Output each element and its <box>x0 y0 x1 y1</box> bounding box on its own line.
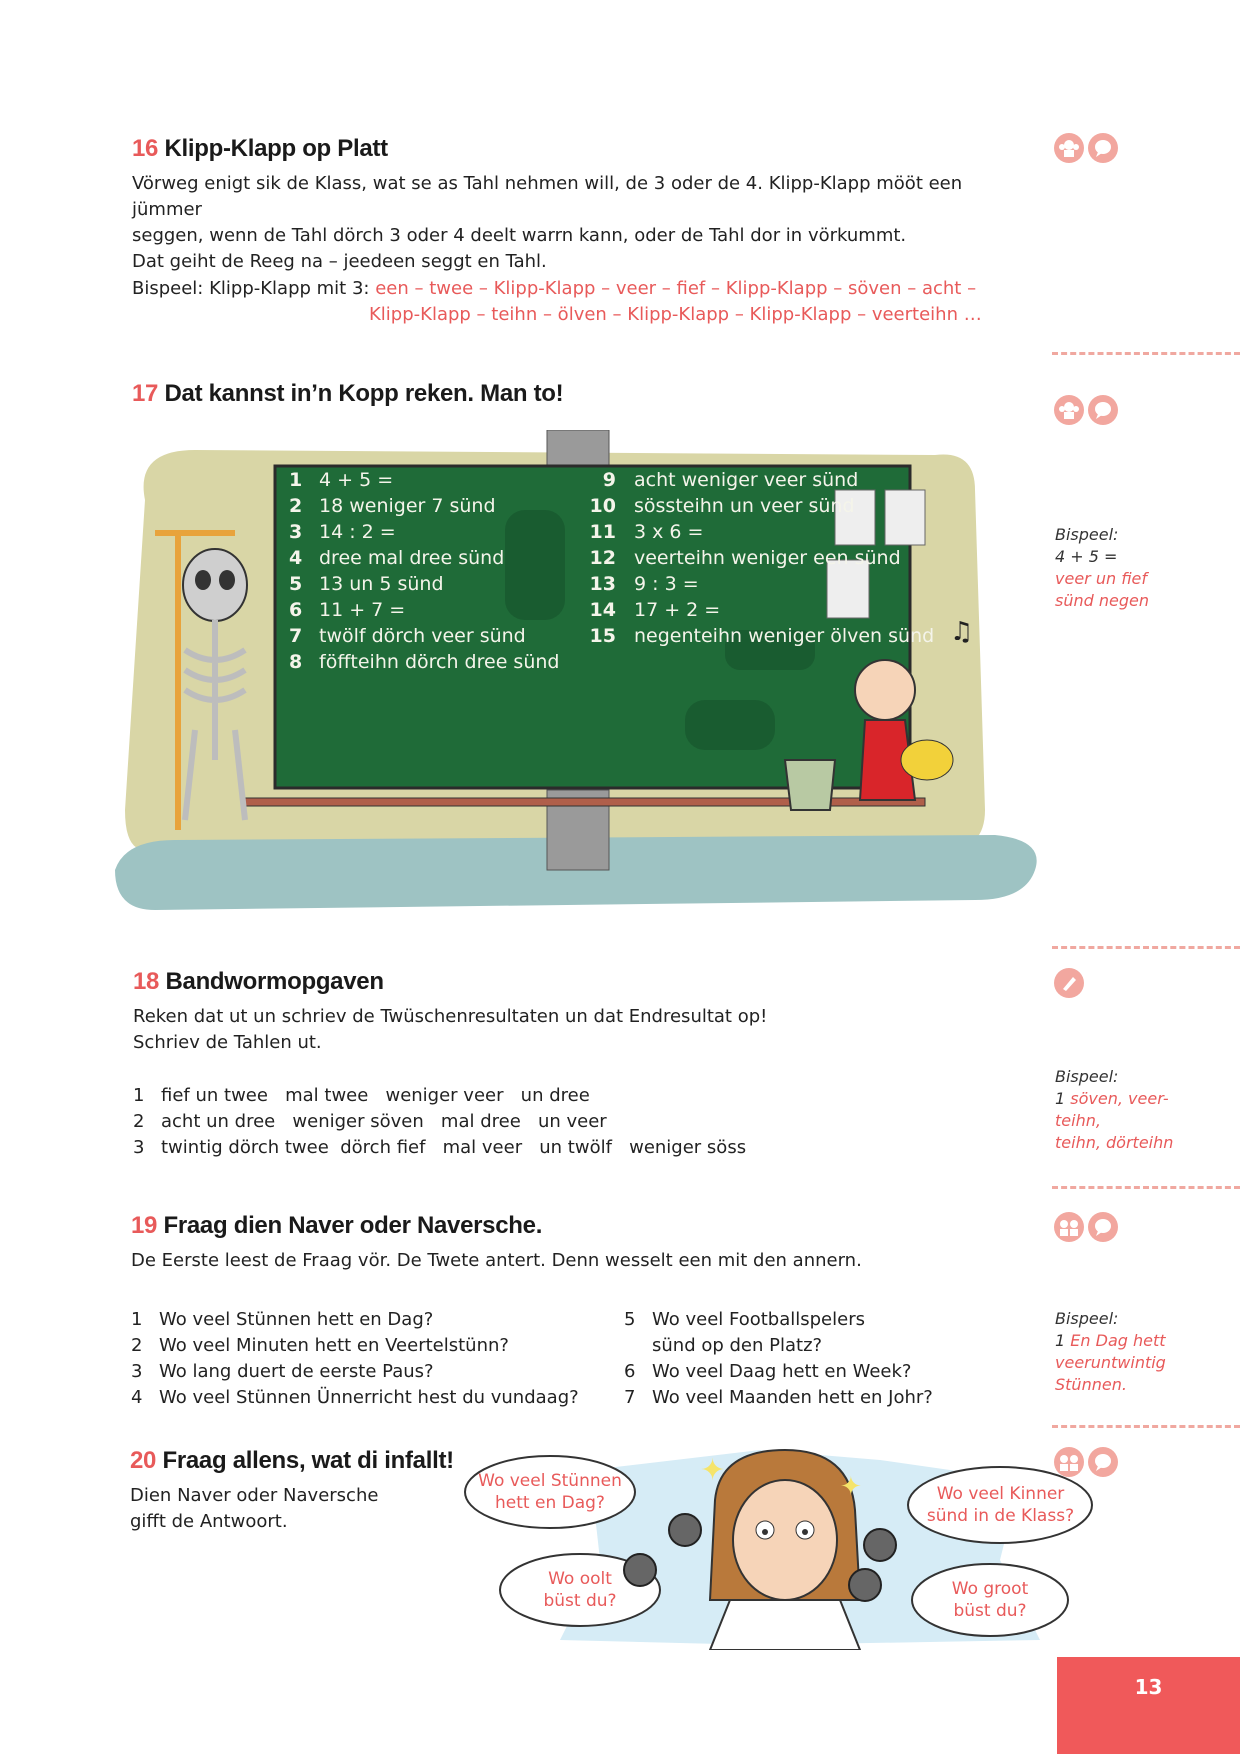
ex16-example-label: Bispeel: Klipp-Klapp mit 3: <box>132 278 370 299</box>
ex19-left-list <box>131 1307 579 1411</box>
ex18-line: Reken dat ut un schriev de Twüschenresultaten un dat Endresultat op! <box>133 1006 768 1027</box>
speech-icon <box>1088 133 1118 163</box>
smudge <box>685 700 775 750</box>
list-item: 5 Wo veel Footballspelers <box>624 1309 865 1330</box>
girl-face <box>733 1480 837 1600</box>
music-note-icon: ♫ <box>950 617 974 647</box>
ex16-paragraph <box>132 171 1032 275</box>
list-item: 3 twintig dörch twee dörch fief mal veer un twölf weniger söss <box>133 1137 747 1158</box>
sparkle-icon: ✦ <box>840 1472 862 1502</box>
ex16-example-line1: een – twee – Klipp-Klapp – veer – fief – Klipp-Klapp – söven – acht – <box>375 278 977 299</box>
list-item: 2 Wo veel Minuten hett en Veertelstünn? <box>131 1335 509 1356</box>
list-item: 1 fief un twee mal twee weniger veer un dree <box>133 1085 590 1106</box>
ex19-title: Fraag dien Naver oder Naversche. <box>163 1212 543 1239</box>
board-stand-top <box>547 430 609 470</box>
ex17-title: Dat kannst in’n Kopp reken. Man to! <box>164 380 564 407</box>
ex16-line: Dat geiht de Reeg na – jeedeen seggt en Tahl. <box>132 251 547 272</box>
side-label: Bispeel: <box>1055 525 1119 544</box>
board-item: 3 14 : 2 = <box>289 521 396 543</box>
bucket <box>785 760 835 810</box>
list-item: 2 acht un dree weniger söven mal dree un veer <box>133 1111 607 1132</box>
ex18-heading <box>133 968 384 996</box>
ex18-side-example <box>1055 1066 1173 1154</box>
speech-icon <box>1088 395 1118 425</box>
ex16-icons <box>1054 133 1118 163</box>
speech-icon <box>1088 1212 1118 1242</box>
ex19-icons <box>1054 1212 1118 1242</box>
ex18-number: 18 <box>133 968 160 995</box>
side-line: teihn, <box>1055 1111 1101 1130</box>
group-icon <box>1054 395 1084 425</box>
divider <box>1052 352 1240 355</box>
side-line: sünd negen <box>1055 591 1149 610</box>
side-line: 1 söven, veer- <box>1055 1089 1169 1108</box>
board-item: 13 9 : 3 = <box>589 573 699 595</box>
ex20-number: 20 <box>130 1447 157 1474</box>
side-line: Stünnen. <box>1055 1375 1127 1394</box>
board-item: 10 sössteihn un veer sünd <box>589 495 855 517</box>
microphone-icon <box>849 1569 881 1601</box>
bubble-text-3: Wo oolt büst du? <box>543 1569 617 1611</box>
ex16-example <box>132 276 976 302</box>
bubble-text-2: Wo veel Kinner sünd in de Klass? <box>926 1484 1075 1526</box>
ex17-heading <box>132 380 563 408</box>
divider <box>1052 1425 1240 1428</box>
ex20-line: gifft de Antwoort. <box>130 1511 288 1532</box>
list-item: sünd op den Platz? <box>652 1335 823 1356</box>
ex19-number: 19 <box>131 1212 158 1239</box>
ex16-example-line2: Klipp-Klapp – teihn – ölven – Klipp-Klapp – Klipp-Klapp – veerteihn … <box>369 304 982 325</box>
ex17-number: 17 <box>132 380 159 407</box>
list-item: 3 Wo lang duert de eerste Paus? <box>131 1361 434 1382</box>
board-item: 8 föffteihn dörch dree sünd <box>289 651 560 673</box>
board-item: 12 veerteihn weniger een sünd <box>589 547 901 569</box>
board-item: 9 acht weniger veer sünd <box>602 469 859 491</box>
microphone-icon <box>669 1514 701 1546</box>
side-label: Bispeel: <box>1055 1309 1119 1328</box>
side-line: 4 + 5 = <box>1055 547 1118 566</box>
microphone-icon <box>864 1529 896 1561</box>
board-item: 1 4 + 5 = <box>289 469 394 491</box>
ex16-heading <box>132 135 388 163</box>
skeleton-stand-top <box>155 530 235 536</box>
pair-icon <box>1054 1212 1084 1242</box>
ex18-icons <box>1054 968 1084 998</box>
ex17-side-example <box>1055 524 1149 612</box>
ex16-title: Klipp-Klapp op Platt <box>164 135 388 162</box>
board-left-list <box>289 467 559 675</box>
board-item: 15 negenteihn weniger ölven sünd <box>589 625 935 647</box>
list-item: 4 Wo veel Stünnen Ünnerricht hest du vundaag? <box>131 1387 579 1408</box>
page-number: 13 <box>1057 1657 1240 1754</box>
ex18-line: Schriev de Tahlen ut. <box>133 1032 322 1053</box>
sparkle-icon: ✦ <box>700 1453 726 1488</box>
ex19-right-list <box>624 1307 933 1411</box>
list-item: 7 Wo veel Maanden hett en Johr? <box>624 1387 933 1408</box>
divider <box>1052 946 1240 949</box>
side-line: teihn, dörteihn <box>1055 1133 1174 1152</box>
ex17-icons <box>1054 395 1118 425</box>
side-line: veeruntwintig <box>1055 1353 1166 1372</box>
shirt-number: 1 <box>1002 793 1018 818</box>
skeleton-stand <box>175 530 181 830</box>
board-item: 11 3 x 6 = <box>589 521 704 543</box>
bubble-text-4: Wo groot büst du? <box>951 1579 1029 1621</box>
group-icon <box>1054 133 1084 163</box>
ex19-paragraph: De Eerste leest de Fraag vör. De Twete antert. Denn wesselt een mit den annern. <box>131 1250 862 1271</box>
ex20-title: Fraag allens, wat di infallt! <box>162 1447 454 1474</box>
ex16-line: seggen, wenn de Tahl dörch 3 oder 4 deelt warrn kann, oder de Tahl dor in vörkummt. <box>132 225 907 246</box>
board-item: 4 dree mal dree sünd <box>289 547 505 569</box>
board-item: 14 17 + 2 = <box>589 599 721 621</box>
ex20-heading <box>130 1447 454 1475</box>
ex19-side-example <box>1055 1308 1166 1396</box>
boy-head <box>855 660 915 720</box>
ex18-list <box>133 1083 746 1161</box>
ex16-line: Vörweg enigt sik de Klass, wat se as Tahl nehmen will, de 3 oder de 4. Klipp-Klapp mööt een jümmer <box>132 173 963 220</box>
side-label: Bispeel: <box>1055 1067 1119 1086</box>
board-item: 7 twölf dörch veer sünd <box>289 625 526 647</box>
board-item: 6 11 + 7 = <box>289 599 406 621</box>
skull <box>183 549 247 621</box>
side-line: veer un fief <box>1055 569 1147 588</box>
ex20-paragraph <box>130 1483 378 1535</box>
board-item: 5 13 un 5 sünd <box>289 573 444 595</box>
ex16-number: 16 <box>132 135 159 162</box>
side-line: 1 En Dag hett <box>1055 1331 1166 1350</box>
ex20-line: Dien Naver oder Naversche <box>130 1485 379 1506</box>
girl-shirt <box>710 1600 860 1650</box>
bubble-text-1: Wo veel Stünnen hett en Dag? <box>478 1471 622 1513</box>
ex18-paragraph <box>133 1004 767 1056</box>
board-item: 2 18 weniger 7 sünd <box>289 495 496 517</box>
sponge <box>901 740 953 780</box>
divider <box>1052 1186 1240 1189</box>
writing-icon <box>1054 968 1084 998</box>
list-item: 1 Wo veel Stünnen hett en Dag? <box>131 1309 434 1330</box>
board-right-list <box>574 467 934 649</box>
list-item: 6 Wo veel Daag hett en Week? <box>624 1361 912 1382</box>
ex19-heading <box>131 1212 542 1240</box>
ex18-title: Bandwormopgaven <box>165 968 384 995</box>
